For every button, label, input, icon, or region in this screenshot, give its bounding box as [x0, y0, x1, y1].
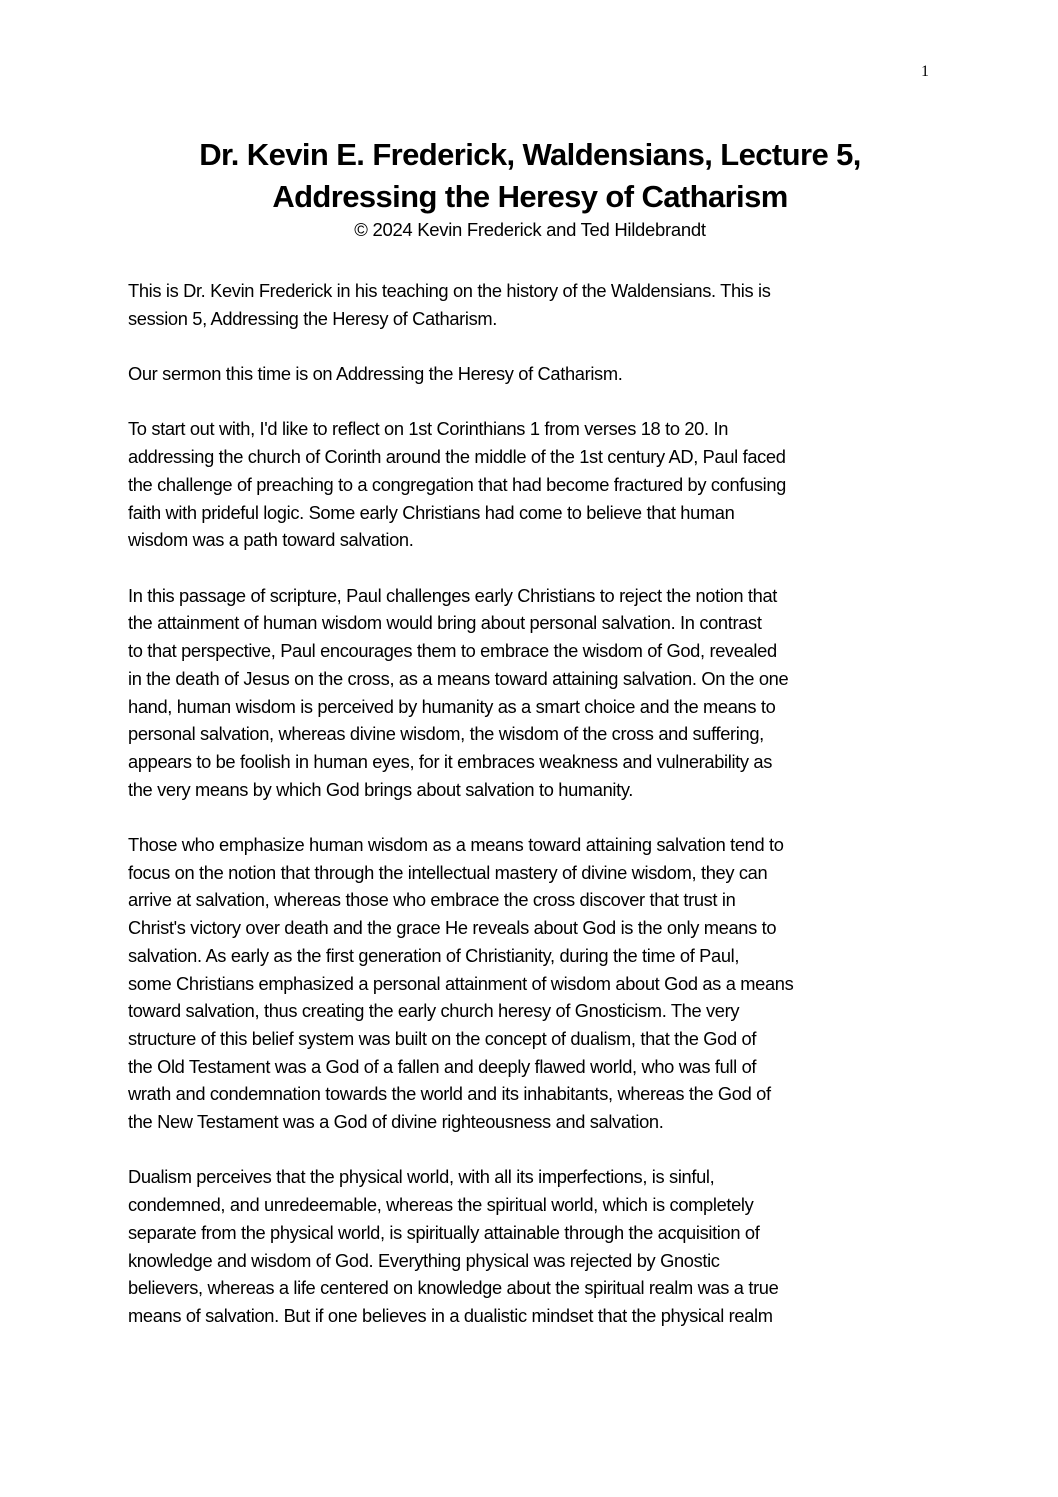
text-line: believers, whereas a life centered on knowledge about the spiritual realm was a true [128, 1277, 779, 1299]
document-header [100, 134, 960, 242]
text-line: hand, human wisdom is perceived by humanity as a smart choice and the means to [128, 695, 776, 717]
text-line: the very means by which God brings about salvation to humanity. [128, 778, 633, 800]
paragraph-corinthians [128, 415, 948, 554]
text-line: faith with prideful logic. Some early Christians had come to believe that human [128, 501, 735, 523]
text-line: This is Dr. Kevin Frederick in his teaching on the history of the Waldensians. This is [128, 280, 771, 301]
title-line-2: Addressing the Heresy of Catharism [272, 179, 788, 214]
document-body [128, 277, 948, 1357]
text-line: focus on the notion that through the intellectual mastery of divine wisdom, they can [128, 861, 768, 883]
text-line: Those who emphasize human wisdom as a means toward attaining salvation tend to [128, 834, 784, 855]
paragraph-dualism [128, 1163, 948, 1329]
text-line: In this passage of scripture, Paul challenges early Christians to reject the notion that [128, 584, 778, 606]
text-line: salvation. As early as the first generation of Christianity, during the time of Paul, [128, 944, 740, 966]
copyright-notice: © 2024 Kevin Frederick and Ted Hildebrandt [354, 219, 706, 240]
text-line: wisdom was a path toward salvation. [128, 529, 414, 551]
text-line: some Christians emphasized a personal attainment of wisdom about God as a means [128, 972, 794, 994]
page-number: 1 [921, 63, 929, 80]
text-line: separate from the physical world, is spiritually attainable through the acquisition of [128, 1221, 760, 1243]
text-line: To start out with, I'd like to reflect on 1st Corinthians 1 from verses 18 to 20. In [128, 418, 729, 440]
text-line: addressing the church of Corinth around the middle of the 1st century AD, Paul faced [128, 446, 786, 468]
text-line: toward salvation, thus creating the early church heresy of Gnosticism. The very [128, 1000, 740, 1022]
text-line: in the death of Jesus on the cross, as a means toward attaining salvation. On the one [128, 667, 789, 689]
text-line: appears to be foolish in human eyes, for it embraces weakness and vulnerability as [128, 750, 773, 772]
paragraph-intro [128, 277, 948, 332]
text-line: Our sermon this time is on Addressing the Heresy of Catharism. [128, 363, 623, 385]
text-line: wrath and condemnation towards the world and its inhabitants, whereas the God of [128, 1083, 771, 1105]
paragraph-scripture-passage [128, 582, 948, 804]
text-line: the challenge of preaching to a congregation that had become fractured by confusing [128, 473, 786, 495]
paragraph-gnosticism [128, 831, 948, 1136]
paragraph-sermon-topic [128, 360, 948, 388]
title-line-1: Dr. Kevin E. Frederick, Waldensians, Lecture 5, [199, 137, 861, 172]
text-line: the attainment of human wisdom would bring about personal salvation. In contrast [128, 612, 762, 634]
text-line: structure of this belief system was built on the concept of dualism, that the God of [128, 1027, 757, 1049]
text-line: Dualism perceives that the physical world, with all its imperfections, is sinful, [128, 1166, 715, 1188]
text-line: personal salvation, whereas divine wisdom, the wisdom of the cross and suffering, [128, 723, 764, 745]
text-line: session 5, Addressing the Heresy of Catharism. [128, 307, 498, 329]
text-line: knowledge and wisdom of God. Everything physical was rejected by Gnostic [128, 1249, 720, 1271]
text-line: means of salvation. But if one believes in a dualistic mindset that the physical realm [128, 1304, 773, 1326]
document-title [100, 134, 960, 218]
text-line: to that perspective, Paul encourages them to embrace the wisdom of God, revealed [128, 640, 777, 662]
text-line: Christ's victory over death and the grace He reveals about God is the only means to [128, 917, 777, 939]
text-line: the New Testament was a God of divine righteousness and salvation. [128, 1111, 664, 1133]
text-line: the Old Testament was a God of a fallen and deeply flawed world, who was full of [128, 1055, 757, 1077]
text-line: condemned, and unredeemable, whereas the spiritual world, which is completely [128, 1194, 754, 1216]
text-line: arrive at salvation, whereas those who embrace the cross discover that trust in [128, 889, 736, 911]
